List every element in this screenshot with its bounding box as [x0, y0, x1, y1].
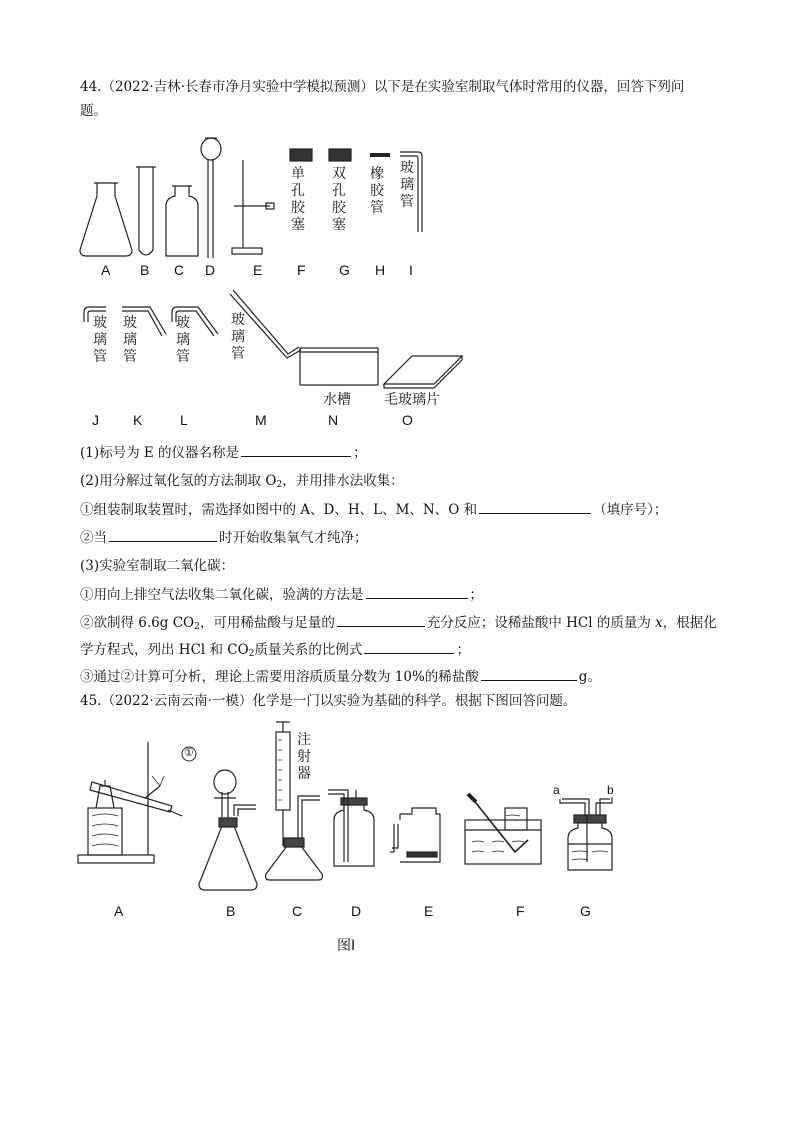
apparatus-45-a: [78, 742, 182, 863]
double-hole-stopper-g: [329, 149, 351, 161]
label-glass-tube-m: 玻璃管: [231, 312, 245, 362]
answer-blank-2[interactable]: [479, 499, 591, 514]
label-glass-tube-l: 玻璃管: [176, 315, 190, 365]
label-n: N: [328, 412, 339, 428]
label-port-a: a: [553, 783, 560, 797]
label-g: G: [339, 262, 350, 278]
label-c: C: [174, 262, 185, 278]
label-a: A: [101, 262, 111, 278]
label-port-b: b: [607, 783, 614, 797]
label-glass-tube-k: 玻璃管: [123, 315, 137, 365]
q44-part2a: ①组装制取装置时，需选择如图中的 A、D、H、L、M、N、O 和 （填序号）；: [80, 499, 720, 520]
answer-blank-4[interactable]: [366, 584, 468, 599]
fig1-label-e: E: [424, 903, 434, 919]
label-b: B: [140, 262, 150, 278]
funnel-d: [201, 138, 221, 160]
apparatus-45-d: [328, 790, 374, 866]
label-h: H: [375, 262, 386, 278]
fig1-label-d: D: [351, 903, 362, 919]
q45-title: 45.（2022·云南云南·一模）化学是一门以实验为基础的科学。根据下图回答问题。: [80, 693, 577, 709]
q44-part2: (2)用分解过氧化氢的方法制取 $O_2$，并用排水法收集：: [80, 473, 404, 490]
q44-part3: (3)实验室制取二氧化碳：: [80, 558, 235, 574]
fig1-label-b: B: [226, 903, 236, 919]
label-e: E: [253, 262, 263, 278]
water-trough-n: [300, 348, 378, 385]
q44-part3a: ①用向上排空气法收集二氧化碳，验满的方法是 ；: [80, 584, 720, 605]
fig1-label-g: G: [580, 903, 591, 919]
fig1-label-f: F: [516, 903, 525, 919]
apparatus-45-g: [560, 797, 612, 870]
label-k: K: [133, 412, 143, 428]
q44-part3b: ②欲制得 6.6g $CO_2$，可用稀盐酸与足量的 充分反应；设稀盐酸中 HCl 的质量为 x，根据化: [80, 612, 720, 637]
label-glass-tube-i: 玻璃管: [400, 160, 414, 210]
answer-blank-3[interactable]: [109, 527, 217, 542]
conical-flask-a: [80, 183, 132, 256]
label-single-hole-stopper: 单孔胶塞: [291, 166, 305, 233]
label-rubber-tube: 橡胶管: [370, 166, 384, 216]
label-syringe: 注射器: [297, 732, 311, 782]
label-water-trough: 水槽: [323, 392, 351, 408]
figure-caption: 图Ⅰ: [337, 938, 356, 954]
bottle-c: [166, 186, 198, 256]
label-f: F: [297, 262, 306, 278]
label-circle-1: ①: [184, 747, 194, 759]
answer-blank-5[interactable]: [337, 612, 425, 627]
q44-part3d: ③通过②计算可分析，理论上需要用溶质质量分数为 10%的稀盐酸 g。: [80, 666, 720, 687]
q44-part3c: 学方程式，列出 HCl 和 $CO_2$质量关系的比例式 ；: [80, 639, 720, 664]
fig1-label-a: A: [114, 903, 124, 919]
label-l: L: [180, 412, 188, 428]
label-j: J: [92, 412, 99, 428]
single-hole-stopper-f: [290, 149, 312, 161]
apparatus-45-c: [266, 722, 323, 880]
label-glass-plate: 毛玻璃片: [384, 392, 440, 408]
answer-blank-6[interactable]: [364, 639, 454, 654]
apparatus-45-f: [465, 794, 541, 864]
q44-title-line1: 44.（2022·吉林·长春市净月实验中学模拟预测）以下是在实验室制取气体时常用的仪器，回答下列问: [80, 79, 685, 95]
q44-part2b: ②当 时开始收集氧气才纯净；: [80, 527, 720, 548]
label-i: I: [409, 262, 413, 278]
label-d: D: [205, 262, 216, 278]
label-m: M: [255, 412, 267, 428]
label-double-hole-stopper: 双孔胶塞: [332, 166, 346, 233]
fig1-label-c: C: [292, 903, 303, 919]
answer-blank-7[interactable]: [481, 666, 577, 681]
apparatus-45-e: [390, 808, 440, 862]
label-glass-tube-j: 玻璃管: [93, 315, 107, 365]
test-tube-b: [139, 167, 153, 255]
answer-blank-1[interactable]: [241, 442, 351, 457]
q44-part1: (1)标号为 E 的仪器名称是 ；: [80, 442, 720, 463]
glass-plate-o: [384, 356, 462, 384]
apparatus-45-b: [182, 747, 257, 890]
label-o: O: [402, 412, 413, 428]
q44-title-line2: 题。: [80, 103, 107, 119]
